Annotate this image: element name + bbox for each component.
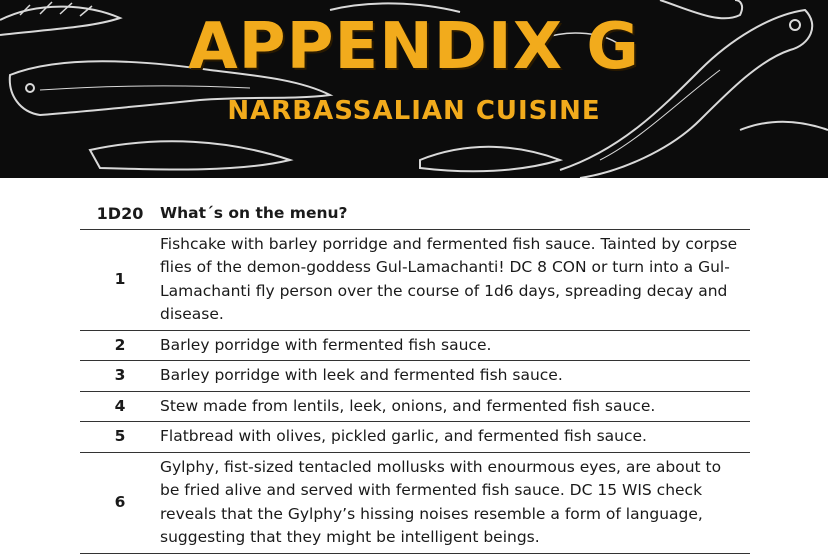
column-header-roll: 1D20: [96, 204, 144, 223]
roll-number: 1: [80, 229, 160, 330]
page-subtitle: NARBASSALIAN CUISINE: [227, 96, 601, 126]
table-row: [80, 330, 750, 361]
roll-number: 6: [80, 452, 160, 553]
table-row: [80, 422, 750, 453]
menu-table: [80, 200, 750, 554]
table-row: [80, 361, 750, 392]
menu-entry: Stew made from lentils, leek, onions, and fermented fish sauce.: [160, 391, 750, 422]
header-banner: [0, 0, 828, 178]
menu-entry: Flatbread with olives, pickled garlic, and fermented fish sauce.: [160, 422, 750, 453]
roll-number: 2: [80, 330, 160, 361]
menu-entry: Barley porridge with fermented fish sauce.: [160, 330, 750, 361]
menu-entry: Fishcake with barley porridge and fermented fish sauce. Tainted by corpse flies of the demon-goddess Gul-Lamachanti! DC 8 CON or turn into a Gul-Lamachanti fly person over the course of 1d6 days, spreading decay and disease.: [160, 229, 750, 330]
roll-number: 3: [80, 361, 160, 392]
table-row: [80, 229, 750, 330]
menu-entry: Barley porridge with leek and fermented fish sauce.: [160, 361, 750, 392]
table-row: [80, 452, 750, 553]
table-header-row: [80, 200, 750, 229]
column-header-menu: What´s on the menu?: [160, 204, 348, 222]
page-title: APPENDIX G: [188, 10, 640, 84]
menu-entry: Gylphy, fist-sized tentacled mollusks with enourmous eyes, are about to be fried alive and served with fermented fish sauce. DC 15 WIS check reveals that the Gylphy’s hissing noises resemble a form of language, suggesting that they might be intelligent beings.: [160, 452, 750, 553]
roll-number: 4: [80, 391, 160, 422]
roll-number: 5: [80, 422, 160, 453]
table-row: [80, 391, 750, 422]
